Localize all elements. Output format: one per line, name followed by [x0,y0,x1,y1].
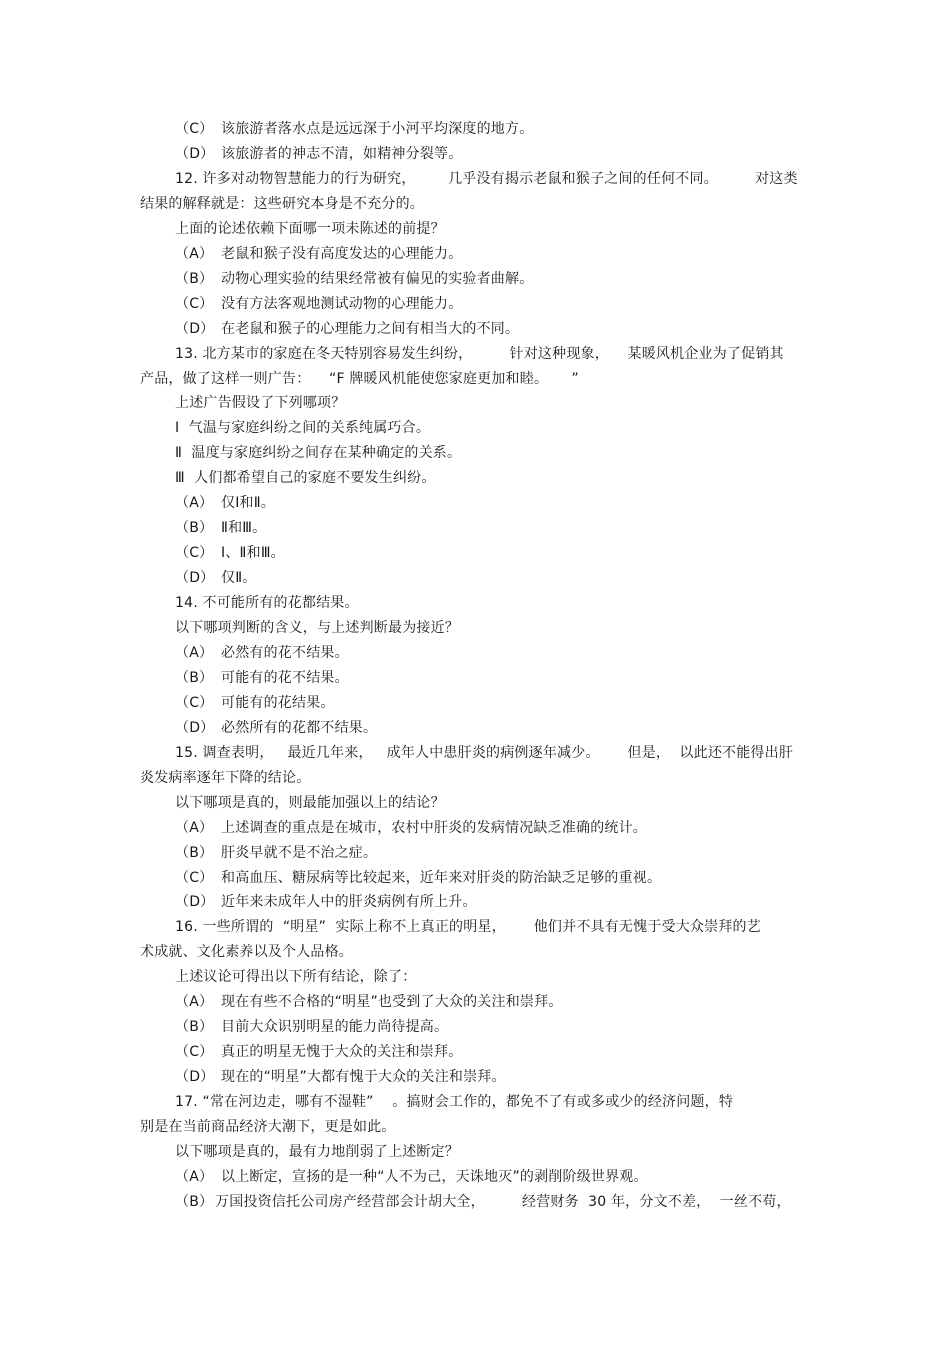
line-text: 15. 调查表明， 最近几年来， 成年人中患肝炎的病例逐年减少。 但是， 以此还不能得出肝 [175,744,794,761]
line-text: 13. 北方某市的家庭在冬天特别容易发生纠纷， 针对这种现象， 某暖风机企业为了促销其 [175,345,784,362]
question-stem [175,219,445,239]
line-text: 必然有的花不结果。 [221,644,349,661]
line-text: 近年来未成年人中的肝炎病例有所上升。 [221,894,477,911]
line-text: 该旅游者落水点是远远深于小河平均深度的地方。 [221,121,534,137]
option-label: （B） [175,520,214,537]
option-label: （B） [175,1193,214,1210]
line-text: 12. 许多对动物智慧能力的行为研究， 几乎没有揭示老鼠和猴子之间的任何不同。 对这类 [175,170,798,187]
line-text: 没有方法客观地测试动物的心理能力。 [221,295,463,312]
answer-option [175,319,519,339]
option-label: （A） [175,495,214,512]
question-stem [175,793,445,813]
option-label: （B） [175,844,214,861]
question-stem [175,443,461,463]
option-label: （C） [175,869,214,886]
question-text [175,743,793,763]
line-text: 真正的明星无愧于大众的关注和崇拜。 [221,1044,463,1061]
option-label: （A） [175,644,214,661]
option-label: （D） [175,145,215,162]
answer-option [175,568,257,588]
line-text: 产品，做了这样一则广告： “F 牌暖风机能使您家庭更加和睦。 ” [140,370,579,387]
answer-option [175,868,661,888]
answer-option [175,693,335,713]
line-text: 以下哪项是真的，最有力地削弱了上述断定？ [175,1143,459,1160]
question-text [175,917,761,937]
question-stem [175,967,416,987]
option-label: （D） [175,1069,215,1086]
option-label: （C） [175,1044,214,1061]
answer-option [175,493,275,513]
option-label: （D） [175,570,215,587]
question-text-continued [140,768,310,788]
line-text: 可能有的花不结果。 [221,669,349,686]
line-text: 以下哪项判断的含义，与上述判断最为接近？ [175,620,459,636]
question-text [175,344,784,364]
line-text: 别是在当前商品经济大潮下，更是如此。 [140,1119,396,1135]
question-stem [175,418,430,438]
line-text: 以上断定，宣扬的是一种“人不为己，天诛地灭”的剥削阶级世界观。 [221,1168,648,1185]
line-text: 仅Ⅱ。 [221,570,257,587]
option-label: （C） [175,694,214,711]
answer-option [175,518,266,538]
option-label: （D） [175,894,215,911]
option-label: （C） [175,121,214,137]
answer-option [175,244,462,264]
question-text-continued [140,942,353,962]
question-stem [175,468,436,488]
option-label: （D） [175,719,215,736]
answer-option [175,1042,462,1062]
question-stem [175,618,459,638]
line-text: 现在有些不合格的“明星”也受到了大众的关注和崇拜。 [221,994,563,1011]
line-text: 以下哪项是真的，则最能加强以上的结论？ [175,794,445,811]
answer-option [175,269,533,289]
question-text-continued [140,1117,396,1137]
line-text: 术成就、文化素养以及个人品格。 [140,944,353,961]
line-text: 炎发病率逐年下降的结论。 [140,769,311,786]
answer-option [175,119,533,139]
line-text: 该旅游者的神志不清，如精神分裂等。 [221,145,463,162]
line-text: 17. “常在河边走，哪有不湿鞋” 。搞财会工作的，都免不了有或多或少的经济问题，特 [175,1094,734,1110]
line-text: 在老鼠和猴子的心理能力之间有相当大的不同。 [221,320,520,337]
option-label: （B） [175,1019,214,1036]
answer-option [175,1192,791,1212]
line-text: 万国投资信托公司房产经营部会计胡大全， 经营财务 30 年，分文不差， 一丝不苟， [215,1193,791,1210]
answer-option [175,718,377,738]
line-text: Ⅰ、Ⅱ和Ⅲ。 [221,545,285,562]
answer-option [175,668,349,688]
line-text: Ⅰ 气温与家庭纠纷之间的关系纯属巧合。 [175,420,431,437]
line-text: 14. 不可能所有的花都结果。 [175,595,359,611]
answer-option [175,818,647,838]
answer-option [175,843,377,863]
line-text: 结果的解释就是：这些研究本身是不充分的。 [140,195,424,212]
line-text: 目前大众识别明星的能力尚待提高。 [221,1019,449,1036]
question-text-continued [140,369,579,389]
answer-option [175,1017,448,1037]
answer-option [175,543,285,563]
line-text: 可能有的花结果。 [221,694,335,711]
question-stem [175,393,345,413]
question-text [175,593,359,613]
answer-option [175,1067,506,1087]
line-text: 现在的“明星”大都有愧于大众的关注和崇拜。 [221,1069,506,1086]
question-text-continued [140,194,424,214]
option-label: （A） [175,245,214,262]
question-text [175,1092,733,1112]
option-label: （C） [175,545,214,562]
option-label: （D） [175,320,215,337]
answer-option [175,892,477,912]
line-text: 动物心理实验的结果经常被有偏见的实验者曲解。 [221,270,534,287]
line-text: 16. 一些所谓的 “明星” 实际上称不上真正的明星， 他们并不具有无愧于受大众崇拜的艺 [175,919,761,936]
question-stem [175,1142,459,1162]
option-label: （A） [175,819,214,836]
option-label: （B） [175,669,214,686]
line-text: 和高血压、糖尿病等比较起来，近年来对肝炎的防治缺乏足够的重视。 [221,869,662,886]
answer-option [175,643,349,663]
option-label: （A） [175,1168,214,1185]
answer-option [175,1167,648,1187]
question-text [175,169,798,189]
line-text: 上述议论可得出以下所有结论，除了： [175,969,417,986]
line-text: Ⅱ和Ⅲ。 [221,520,267,537]
line-text: 仅Ⅰ和Ⅱ。 [221,495,276,512]
line-text: 肝炎早就不是不治之症。 [221,844,378,861]
line-text: 上述调查的重点是在城市，农村中肝炎的发病情况缺乏准确的统计。 [221,819,647,836]
line-text: 上述广告假设了下列哪项？ [175,395,346,412]
answer-option [175,294,462,314]
line-text: 上面的论述依赖下面哪一项未陈述的前提？ [175,220,445,237]
line-text: Ⅱ 温度与家庭纠纷之间存在某种确定的关系。 [175,445,462,462]
answer-option [175,144,462,164]
answer-option [175,992,563,1012]
line-text: Ⅲ 人们都希望自己的家庭不要发生纠纷。 [175,470,436,487]
option-label: （C） [175,295,214,312]
line-text: 必然所有的花都不结果。 [221,719,378,736]
line-text: 老鼠和猴子没有高度发达的心理能力。 [221,245,463,262]
option-label: （A） [175,994,214,1011]
option-label: （B） [175,270,214,287]
